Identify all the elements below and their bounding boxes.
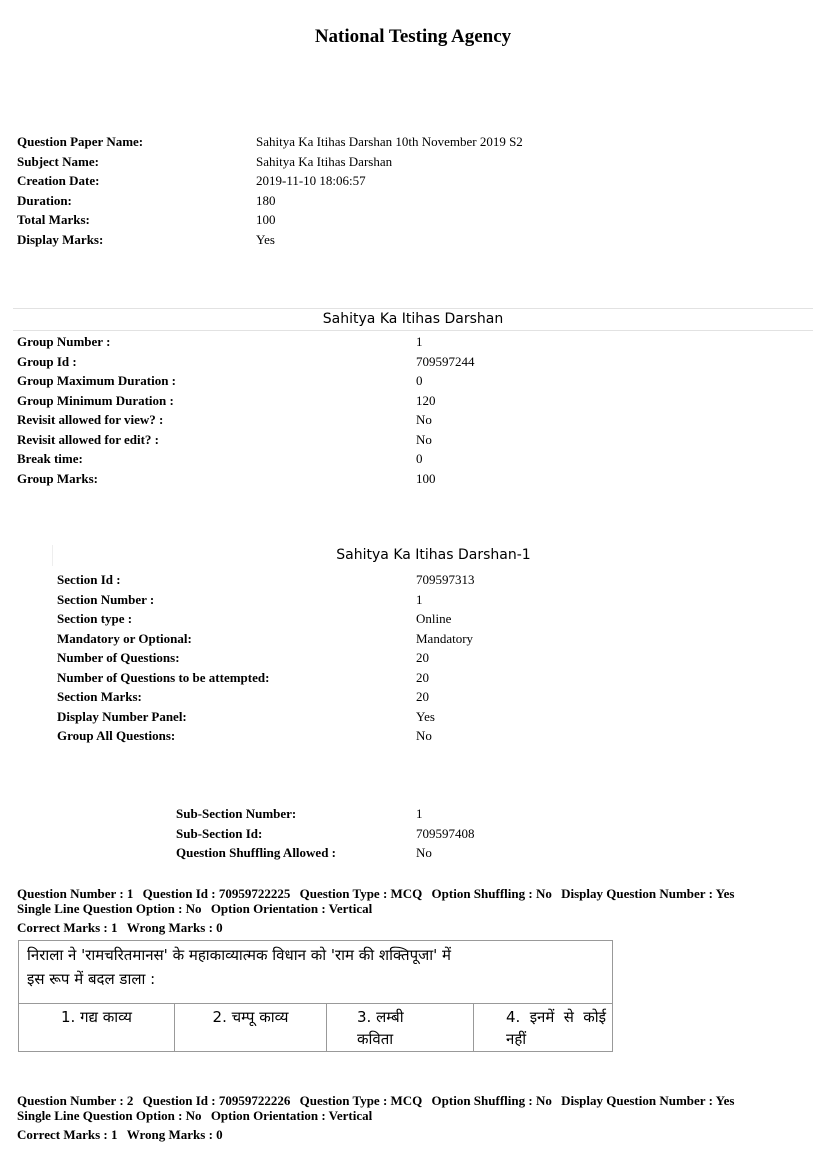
option-number: 4. (506, 1008, 521, 1026)
option-text: लम्बी कविता (357, 1008, 404, 1048)
question-1-table (18, 940, 613, 1052)
group-label: Revisit allowed for edit? : (17, 431, 160, 447)
subsection-row (176, 824, 475, 844)
group-value: 120 (416, 392, 436, 408)
section-info (57, 570, 475, 746)
section-row (57, 726, 475, 746)
question-2-line3 (17, 1128, 807, 1143)
section-label: Number of Questions: (57, 650, 180, 665)
subsection-row (176, 843, 475, 863)
paper-row (17, 230, 523, 250)
section-row (57, 668, 475, 688)
group-row (17, 391, 475, 411)
wrong-marks: Wrong Marks : 0 (126, 920, 223, 935)
subsection-value: 709597408 (416, 825, 475, 841)
section-row (57, 629, 475, 649)
group-label: Group Minimum Duration : (17, 392, 174, 408)
question-2-line1 (17, 1094, 807, 1109)
section-row (57, 590, 475, 610)
group-row (17, 371, 475, 391)
display-question-number: Display Question Number : Yes (561, 1093, 735, 1108)
question-1-line2 (17, 902, 807, 917)
option-shuffling: Option Shuffling : No (431, 886, 552, 901)
paper-label: Duration: (17, 192, 72, 208)
group-info (17, 332, 475, 488)
page-title: National Testing Agency (314, 26, 512, 47)
option-text: इनमें से कोई नहीं (506, 1008, 606, 1048)
section-label: Number of Questions to be attempted: (57, 669, 270, 685)
group-value: 0 (416, 373, 423, 388)
section-label: Mandatory or Optional: (57, 630, 192, 646)
group-label: Break time: (17, 451, 83, 466)
section-label: Section type : (57, 611, 133, 626)
section-value: 709597313 (416, 572, 475, 587)
question-type: Question Type : MCQ (299, 1093, 423, 1108)
paper-value: 100 (256, 212, 276, 227)
group-label: Group Marks: (17, 470, 99, 486)
single-line-option: Single Line Question Option : No (17, 900, 202, 916)
section-row (57, 648, 475, 668)
section-label: Section Marks: (57, 689, 142, 704)
option-orientation: Option Orientation : Vertical (210, 1107, 373, 1123)
group-label: Group Maximum Duration : (17, 373, 177, 388)
question-2-line2 (17, 1109, 807, 1124)
option-1[interactable] (19, 1004, 175, 1051)
question-1-text (19, 941, 612, 1003)
section-value: Yes (416, 708, 435, 724)
question-number: Question Number : 2 (17, 1093, 134, 1108)
group-value: 100 (416, 470, 436, 486)
paper-row (17, 152, 523, 172)
group-value: 709597244 (416, 353, 475, 369)
group-value: 0 (416, 451, 423, 466)
section-value: No (416, 728, 432, 743)
paper-row (17, 171, 523, 191)
question-text-line: निराला ने 'रामचरितमानस' के महाकाव्यात्मक विधान को 'राम की शक्तिपूजा' में (27, 946, 451, 964)
question-id: Question Id : 70959722225 (142, 886, 291, 901)
question-text-line: इस रूप में बदल डाला : (27, 970, 156, 988)
question-1-options (19, 1003, 612, 1051)
option-orientation: Option Orientation : Vertical (210, 900, 373, 916)
group-row (17, 469, 475, 489)
option-shuffling: Option Shuffling : No (431, 1093, 552, 1108)
option-number: 1. (61, 1008, 76, 1026)
subsection-label: Sub-Section Number: (176, 806, 297, 821)
section-title: Sahitya Ka Itihas Darshan-1 (52, 545, 814, 566)
paper-value: Sahitya Ka Itihas Darshan 10th November 2019 S2 (256, 134, 523, 149)
section-row (57, 687, 475, 707)
correct-marks: Correct Marks : 1 (17, 920, 118, 935)
group-value: No (416, 431, 432, 447)
paper-label: Display Marks: (17, 231, 104, 247)
subsection-label: Question Shuffling Allowed : (176, 845, 337, 860)
option-3[interactable] (327, 1004, 474, 1051)
group-value: 1 (416, 334, 423, 349)
paper-info (17, 132, 523, 249)
question-id: Question Id : 70959722226 (142, 1093, 291, 1108)
question-number: Question Number : 1 (17, 886, 134, 901)
paper-label: Subject Name: (17, 153, 99, 169)
section-label: Section Number : (57, 591, 155, 607)
question-1-line3 (17, 921, 807, 936)
question-1-header (17, 887, 807, 936)
subsection-value: 1 (416, 806, 423, 821)
paper-row (17, 132, 523, 152)
option-text: चम्पू काव्य (231, 1008, 289, 1026)
question-type: Question Type : MCQ (299, 886, 423, 901)
subsection-info (176, 804, 475, 863)
section-value: Mandatory (416, 630, 474, 646)
section-row (57, 609, 475, 629)
question-1-line1 (17, 887, 807, 902)
paper-value: Sahitya Ka Itihas Darshan (256, 153, 393, 169)
section-label: Display Number Panel: (57, 708, 187, 724)
wrong-marks: Wrong Marks : 0 (126, 1127, 223, 1142)
section-value: 20 (416, 650, 429, 665)
group-row (17, 410, 475, 430)
paper-value: 180 (256, 192, 276, 208)
section-value: 1 (416, 591, 423, 607)
option-number: 3. (357, 1008, 372, 1026)
group-row (17, 430, 475, 450)
group-row (17, 352, 475, 372)
subsection-label: Sub-Section Id: (176, 825, 263, 841)
section-value: 20 (416, 669, 429, 685)
correct-marks: Correct Marks : 1 (17, 1127, 118, 1142)
question-2-header (17, 1094, 807, 1143)
group-label: Revisit allowed for view? : (17, 412, 164, 427)
option-number: 2. (212, 1008, 227, 1026)
option-4[interactable] (474, 1004, 612, 1051)
section-label: Group All Questions: (57, 728, 176, 743)
paper-label: Question Paper Name: (17, 134, 144, 149)
paper-label: Creation Date: (17, 173, 100, 188)
subsection-row (176, 804, 475, 824)
group-value: No (416, 412, 432, 427)
section-row (57, 707, 475, 727)
group-row (17, 449, 475, 469)
group-title: Sahitya Ka Itihas Darshan (13, 308, 813, 331)
section-label: Section Id : (57, 572, 121, 587)
paper-value: 2019-11-10 18:06:57 (256, 173, 366, 188)
group-label: Group Number : (17, 334, 111, 349)
paper-value: Yes (256, 231, 275, 247)
section-value: Online (416, 611, 452, 626)
paper-label: Total Marks: (17, 212, 90, 227)
paper-row (17, 191, 523, 211)
subsection-value: No (416, 845, 432, 860)
paper-row (17, 210, 523, 230)
option-text: गद्य काव्य (80, 1008, 132, 1026)
section-row (57, 570, 475, 590)
display-question-number: Display Question Number : Yes (561, 886, 735, 901)
option-2[interactable] (175, 1004, 327, 1051)
single-line-option: Single Line Question Option : No (17, 1107, 202, 1123)
group-row (17, 332, 475, 352)
section-value: 20 (416, 689, 429, 704)
group-label: Group Id : (17, 353, 77, 369)
